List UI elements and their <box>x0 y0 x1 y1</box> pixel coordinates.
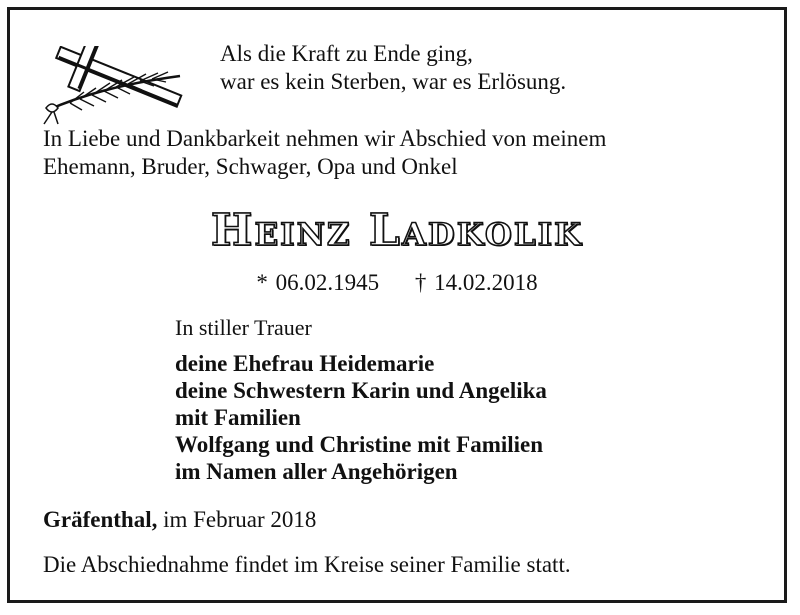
mourning-label: In stiller Trauer <box>175 315 312 340</box>
place-date: im Februar 2018 <box>163 507 317 532</box>
birth-date: * 06.02.1945 <box>256 270 380 295</box>
cross-with-palm-branch-icon <box>40 46 190 126</box>
obituary-notice <box>7 7 787 603</box>
deceased-name: Heinz Ladkolik <box>210 205 584 256</box>
mourner-line: mit Familien <box>175 405 301 430</box>
mourner-line: Wolfgang und Christine mit Familien <box>175 432 544 457</box>
life-dates <box>10 270 784 296</box>
place-name: Gräfenthal, <box>43 507 158 532</box>
mourner-line: im Namen aller Angehörigen <box>175 459 458 484</box>
motto-line-1: Als die Kraft zu Ende ging, <box>220 41 473 66</box>
intro-text <box>43 125 606 181</box>
death-date: † 14.02.2018 <box>414 270 538 295</box>
mourners-list <box>175 350 547 485</box>
motto-verse <box>220 40 566 96</box>
mourner-line: deine Ehefrau Heidemarie <box>175 351 435 376</box>
mourner-line: deine Schwestern Karin und Angelika <box>175 378 547 403</box>
place-and-date <box>43 507 316 533</box>
motto-line-2: war es kein Sterben, war es Erlösung. <box>220 69 567 94</box>
farewell-note: Die Abschiednahme findet im Kreise seiner Familie statt. <box>43 552 571 577</box>
intro-line-2: Ehemann, Bruder, Schwager, Opa und Onkel <box>43 154 458 179</box>
intro-line-1: In Liebe und Dankbarkeit nehmen wir Abschied von meinem <box>43 126 607 151</box>
